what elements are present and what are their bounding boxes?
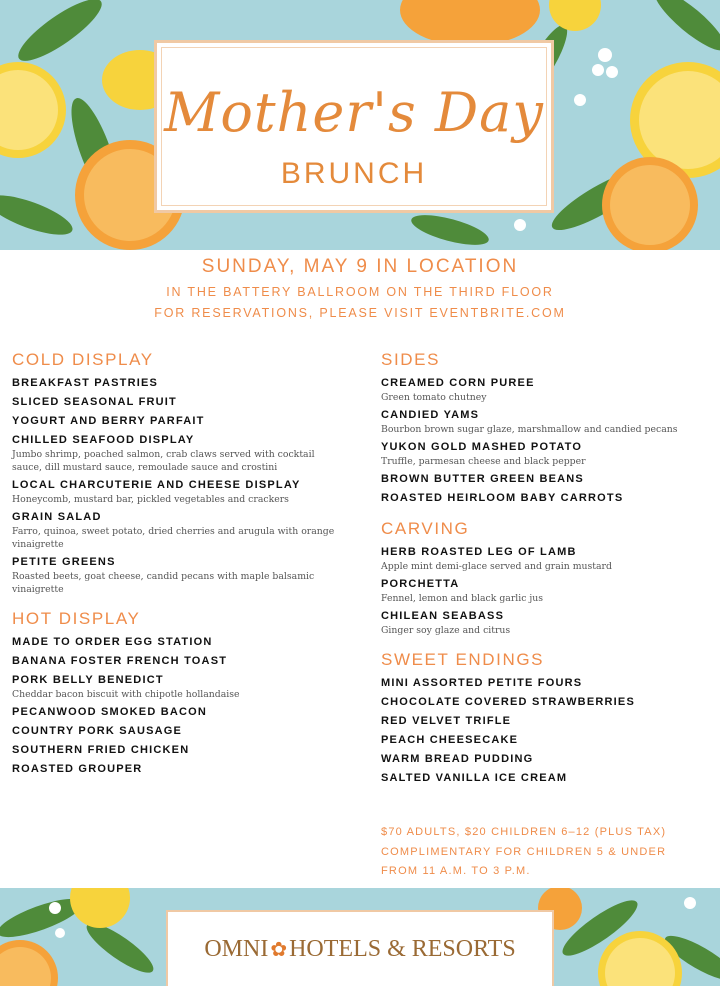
menu-item-name: PEACH CHEESECAKE	[381, 734, 519, 746]
menu-item-description: Jumbo shrimp, poached salmon, crab claws served with cocktail sauce, dill mustard sauce, remoulade sauce and crostini	[12, 449, 315, 473]
section-sweet-endings	[381, 649, 706, 786]
logo-text: OMNI	[204, 936, 269, 962]
logo-text: HOTELS & RESORTS	[289, 936, 516, 962]
menu-item-description: Cheddar bacon biscuit with chipotle hollandaise	[12, 689, 240, 700]
menu-item-name: ROASTED GROUPER	[12, 763, 143, 775]
event-location: IN THE BATTERY BALLROOM ON THE THIRD FLOOR	[166, 285, 554, 299]
menu-item	[12, 743, 347, 758]
menu-item	[381, 408, 706, 436]
pricing-line: FROM 11 A.M. TO 3 P.M.	[381, 865, 531, 877]
section-cold-display	[12, 349, 347, 596]
menu-item-description: Honeycomb, mustard bar, pickled vegetables and crackers	[12, 494, 289, 505]
pricing-info	[381, 823, 711, 882]
script-title: Mother's Day	[164, 81, 544, 144]
menu-item-name: CREAMED CORN PUREE	[381, 377, 535, 389]
menu-item	[12, 414, 347, 429]
menu-item-name: SOUTHERN FRIED CHICKEN	[12, 744, 190, 756]
menu-item	[12, 673, 347, 701]
pricing-line: $70 ADULTS, $20 CHILDREN 6–12 (PLUS TAX)	[381, 826, 667, 838]
menu-item	[12, 510, 347, 551]
menu-item-description: Apple mint demi-glace served and grain mustard	[381, 561, 612, 572]
section-carving	[381, 518, 706, 637]
menu-item	[12, 376, 347, 391]
menu-item-name: WARM BREAD PUDDING	[381, 753, 534, 765]
section-heading: SIDES	[381, 350, 441, 369]
menu-item	[381, 733, 706, 748]
menu-item	[12, 724, 347, 739]
menu-item-name: SALTED VANILLA ICE CREAM	[381, 772, 568, 784]
menu-item	[381, 609, 706, 637]
flower-icon: ✿	[270, 939, 288, 961]
menu-item	[12, 762, 347, 777]
menu-item	[381, 577, 706, 605]
menu-item-name: RED VELVET TRIFLE	[381, 715, 512, 727]
menu-item	[381, 376, 706, 404]
menu-item	[12, 705, 347, 720]
menu-item	[381, 771, 706, 786]
menu-item	[381, 676, 706, 691]
menu-item-description: Green tomato chutney	[381, 392, 487, 403]
menu-item	[381, 714, 706, 729]
menu-item	[12, 555, 347, 596]
menu-item	[12, 395, 347, 410]
omni-logo	[168, 936, 552, 963]
section-heading: SWEET ENDINGS	[381, 650, 545, 669]
menu-right-column	[381, 349, 706, 798]
menu-item-name: BANANA FOSTER FRENCH TOAST	[12, 655, 228, 667]
menu-item-name: CHILLED SEAFOOD DISPLAY	[12, 434, 195, 446]
menu-item-name: SLICED SEASONAL FRUIT	[12, 396, 177, 408]
menu-item-name: MADE TO ORDER EGG STATION	[12, 636, 213, 648]
menu-item-name: CHILEAN SEABASS	[381, 610, 505, 622]
menu-item-description: Fennel, lemon and black garlic jus	[381, 593, 544, 604]
section-hot-display	[12, 608, 347, 777]
menu-item	[12, 433, 347, 474]
menu-item-name: CANDIED YAMS	[381, 409, 480, 421]
page-title: BRUNCH	[280, 157, 428, 190]
menu-item	[381, 491, 706, 506]
menu-item	[12, 654, 347, 669]
menu-item-description: Truffle, parmesan cheese and black pepper	[381, 456, 586, 467]
menu-item	[12, 478, 347, 506]
menu-item-description: Bourbon brown sugar glaze, marshmallow and candied pecans	[381, 424, 678, 435]
menu-item	[381, 440, 706, 468]
header-banner	[0, 0, 720, 250]
menu-item	[12, 635, 347, 650]
menu-item	[381, 695, 706, 710]
menu-item-name: COUNTRY PORK SAUSAGE	[12, 725, 183, 737]
menu-item	[381, 545, 706, 573]
menu-item-name: MINI ASSORTED PETITE FOURS	[381, 677, 583, 689]
menu-item-name: BROWN BUTTER GREEN BEANS	[381, 473, 584, 485]
menu-item-name: PORCHETTA	[381, 578, 460, 590]
section-heading: CARVING	[381, 519, 470, 538]
event-reservations: FOR RESERVATIONS, PLEASE VISIT EVENTBRITE.COM	[154, 306, 566, 320]
menu-item-name: PECANWOOD SMOKED BACON	[12, 706, 208, 718]
menu-item-name: CHOCOLATE COVERED STRAWBERRIES	[381, 696, 635, 708]
menu-item-description: Ginger soy glaze and citrus	[381, 625, 511, 636]
menu-item-name: YOGURT AND BERRY PARFAIT	[12, 415, 205, 427]
event-date: SUNDAY, MAY 9 IN LOCATION	[201, 256, 519, 277]
section-sides	[381, 349, 706, 506]
menu-left-column	[12, 349, 347, 789]
menu-item-name: PETITE GREENS	[12, 556, 116, 568]
logo-card	[166, 910, 554, 986]
section-heading: HOT DISPLAY	[12, 609, 141, 628]
pricing-line: COMPLIMENTARY FOR CHILDREN 5 & UNDER	[381, 845, 667, 858]
menu-item-description: Farro, quinoa, sweet potato, dried cherries and arugula with orange vinaigrette	[12, 526, 335, 550]
menu-item-name: ROASTED HEIRLOOM BABY CARROTS	[381, 492, 624, 504]
menu-item-description: Roasted beets, goat cheese, candid pecans with maple balsamic vinaigrette	[12, 571, 315, 595]
title-card	[154, 40, 554, 213]
menu-item-name: PORK BELLY BENEDICT	[12, 674, 164, 686]
menu-item-name: YUKON GOLD MASHED POTATO	[381, 441, 583, 453]
menu-item	[381, 472, 706, 487]
menu-item-name: LOCAL CHARCUTERIE AND CHEESE DISPLAY	[12, 479, 301, 491]
menu-item	[381, 752, 706, 767]
menu-item-name: HERB ROASTED LEG OF LAMB	[381, 546, 577, 558]
menu-item-name: BREAKFAST PASTRIES	[12, 377, 159, 389]
menu-item-name: GRAIN SALAD	[12, 511, 102, 523]
footer-banner	[0, 888, 720, 986]
section-heading: COLD DISPLAY	[12, 350, 154, 369]
